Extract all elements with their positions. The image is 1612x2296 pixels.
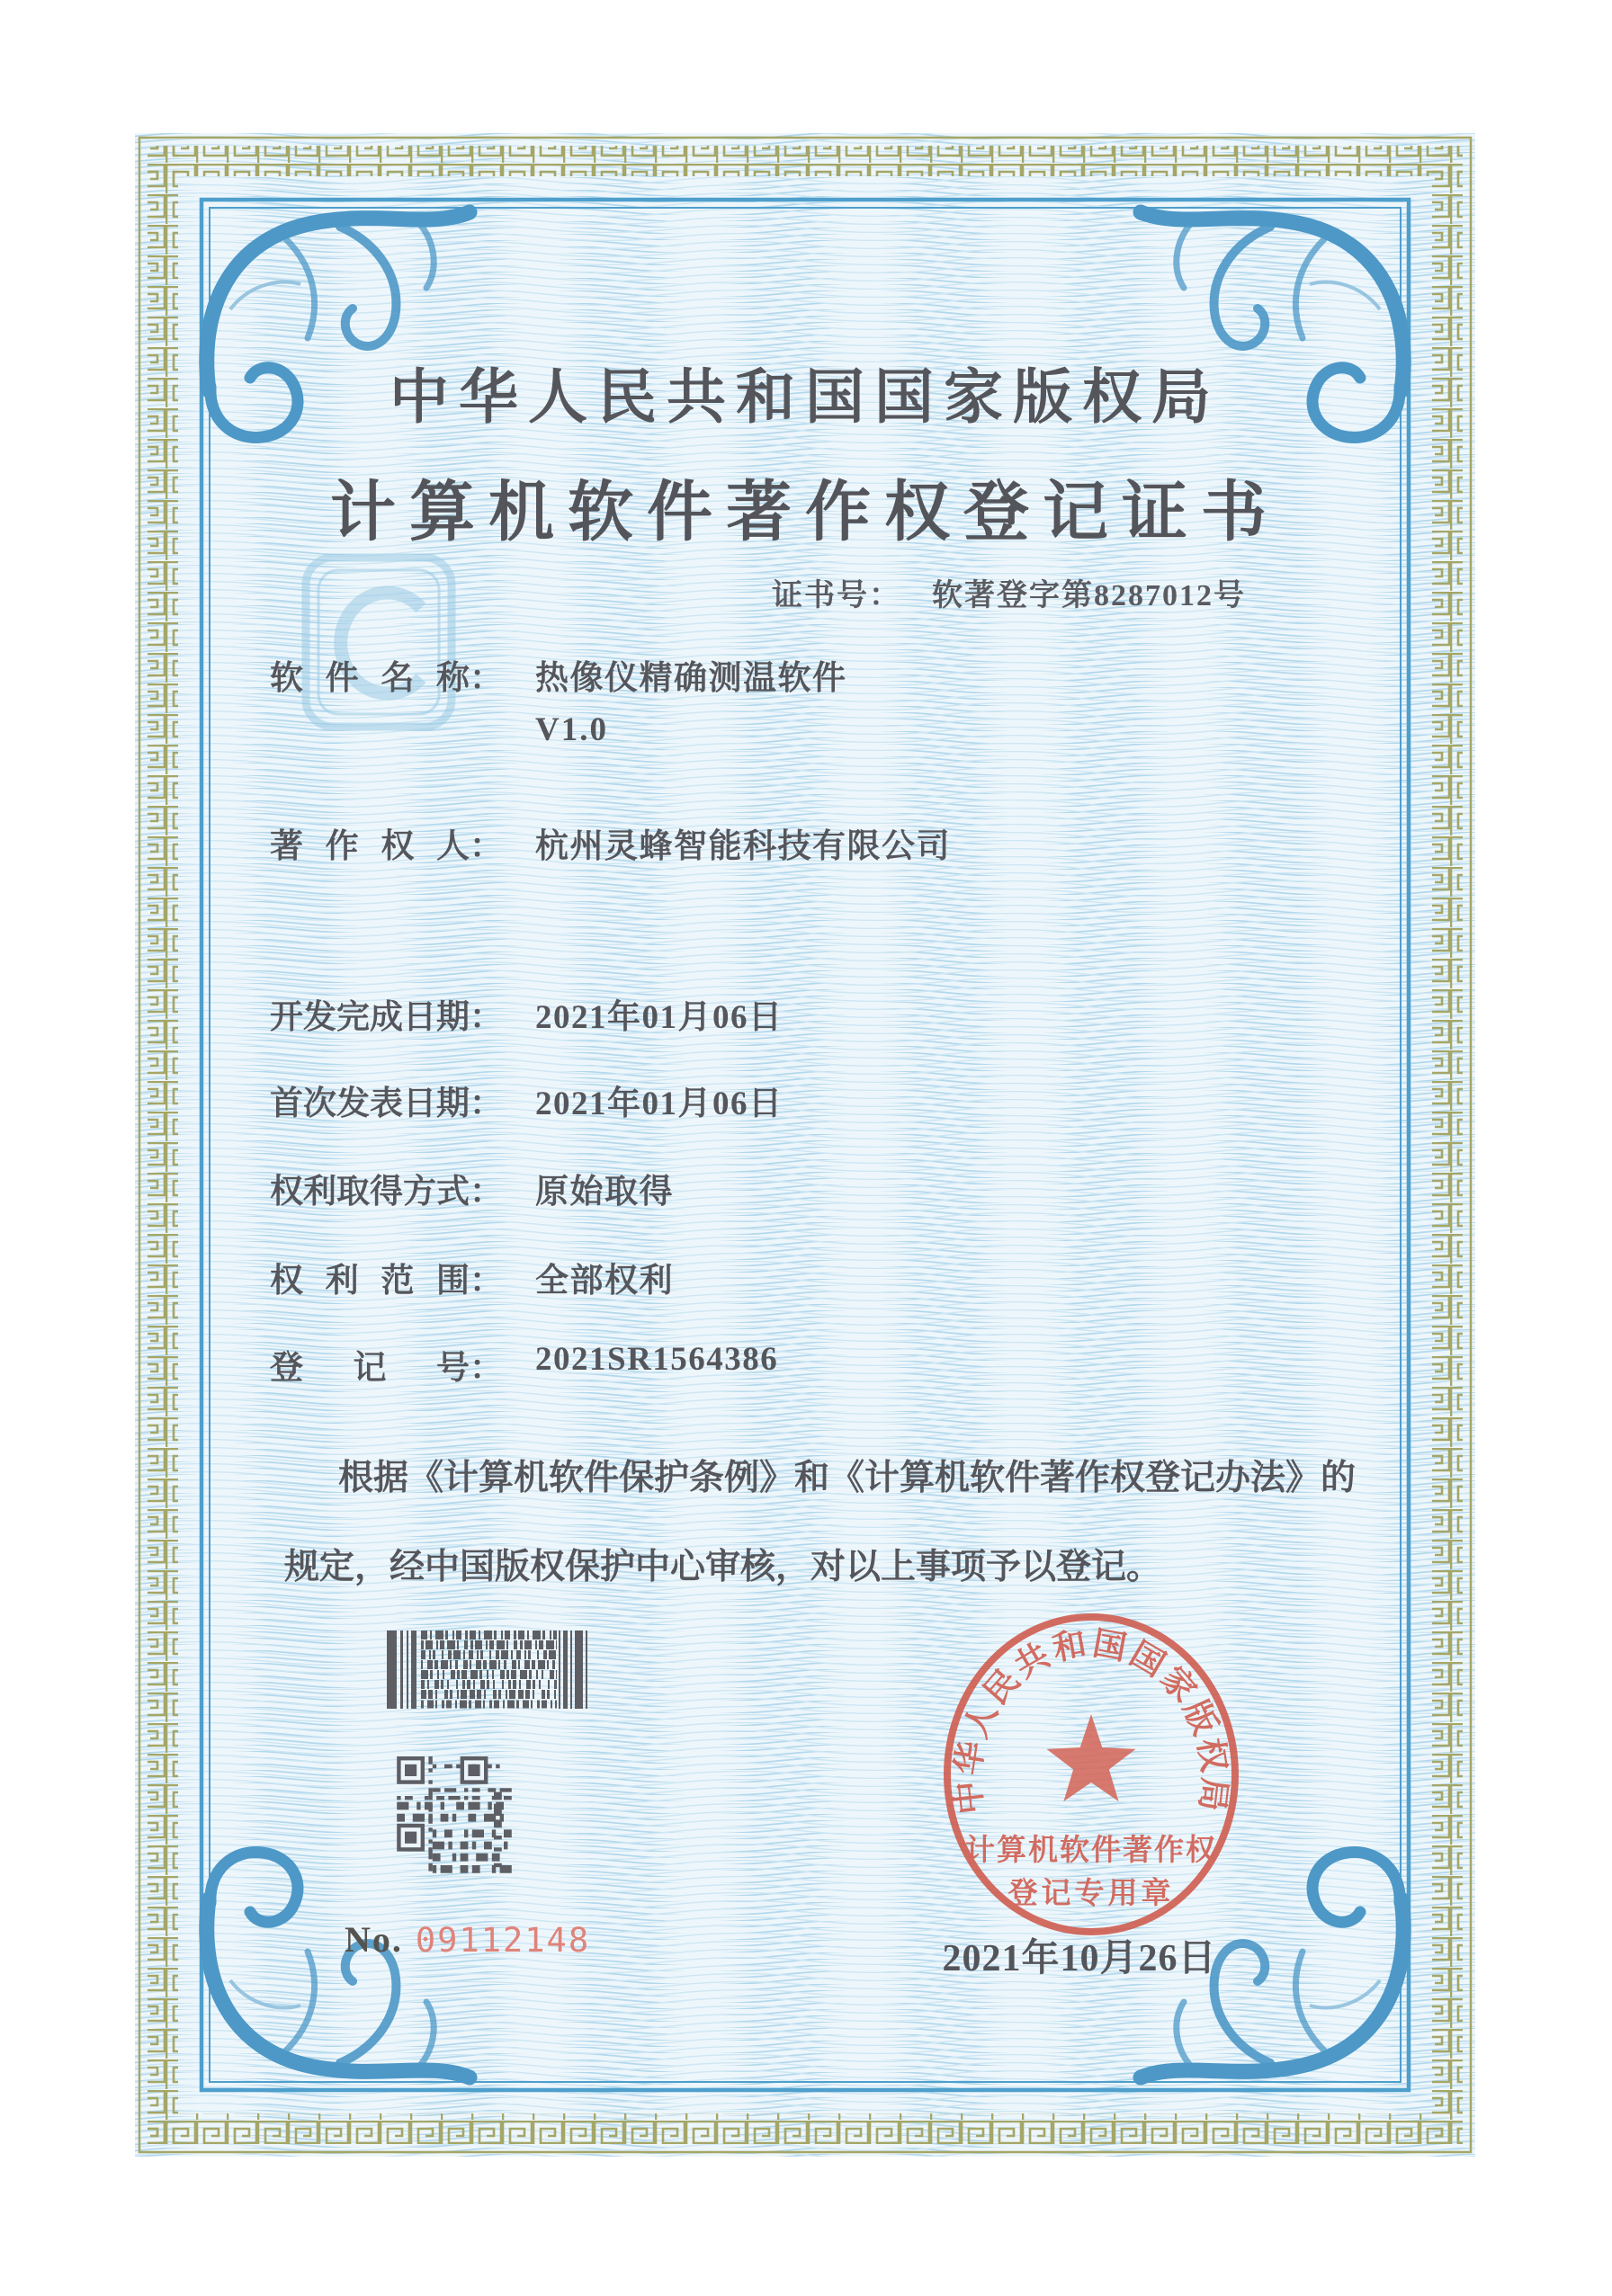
serial-prefix: No. (345, 1919, 403, 1960)
certificate-page (135, 133, 1475, 2157)
certificate-number-value: 软著登字第8287012号 (932, 579, 1246, 612)
first-publish-date-label: 首次发表日期 (270, 1085, 470, 1122)
field-row-dev-complete-date: 开发完成日期： 2021年01月06日 (270, 989, 503, 1038)
first-publish-date-value: 2021年01月06日 (535, 1085, 784, 1122)
barcode (387, 1630, 590, 1709)
rights-scope-value: 全部权利 (535, 1263, 674, 1300)
qr-code (397, 1756, 512, 1875)
copyright-holder-value: 杭州灵蜂智能科技有限公司 (535, 828, 951, 865)
statement-line-2: 规定，经中国版权保护中心审核，对以上事项予以登记。 (284, 1548, 1162, 1586)
rights-acquisition-label: 权利取得方式 (270, 1174, 470, 1211)
issue-date: 2021年10月26日 (942, 1938, 1217, 1979)
software-version-value: V1.0 (535, 711, 608, 748)
field-row-software-name: 软件名称： 热像仪精确测温软件 V1.0 (270, 650, 503, 699)
certificate-number-line (772, 570, 1246, 614)
decorative-frame (135, 133, 1475, 2157)
seal-line1: 计算机软件著作权 (965, 1835, 1217, 1867)
field-row-rights-acquisition: 权利取得方式： 原始取得 (270, 1164, 503, 1212)
seal-ring-text: 中华人民共和国国家版权局 (949, 1625, 1233, 1817)
greek-key-border (148, 146, 1463, 2144)
seal-star (1047, 1714, 1136, 1801)
statement-line-1: 根据《计算机软件保护条例》和《计算机软件著作权登记办法》的 (338, 1459, 1357, 1497)
rights-acquisition-value: 原始取得 (535, 1174, 674, 1211)
dev-complete-date-value: 2021年01月06日 (535, 999, 784, 1036)
certificate-title: 计算机软件著作权登记证书 (330, 476, 1280, 549)
seal-line2: 登记专用章 (1008, 1878, 1175, 1910)
registration-statement (284, 1434, 1391, 1612)
software-name-label: 软件名称 (270, 660, 470, 697)
certificate-number-label: 证书号： (772, 579, 901, 612)
copyright-holder-label: 著作权人 (270, 828, 470, 865)
dev-complete-date-label: 开发完成日期 (270, 999, 470, 1036)
field-row-rights-scope: 权利范围： 全部权利 (270, 1253, 503, 1301)
serial-number-line (345, 1918, 590, 1961)
field-row-first-publish-date: 首次发表日期： 2021年01月06日 (270, 1076, 503, 1124)
issuing-authority-title: 中华人民共和国国家版权局 (390, 365, 1221, 431)
official-seal (938, 1611, 1244, 1940)
field-row-copyright-holder: 著作权人： 杭州灵蜂智能科技有限公司 (270, 818, 503, 867)
registration-number-value: 2021SR1564386 (535, 1341, 779, 1378)
field-row-registration-number: 登记号： 2021SR1564386 (270, 1341, 779, 1387)
registration-number-label: 登记号 (270, 1350, 470, 1387)
rights-scope-label: 权利范围 (270, 1263, 470, 1300)
software-name-value: 热像仪精确测温软件 V1.0 (535, 660, 847, 748)
serial-number: 09112148 (415, 1921, 591, 1960)
outer-border-line (139, 138, 1471, 2152)
